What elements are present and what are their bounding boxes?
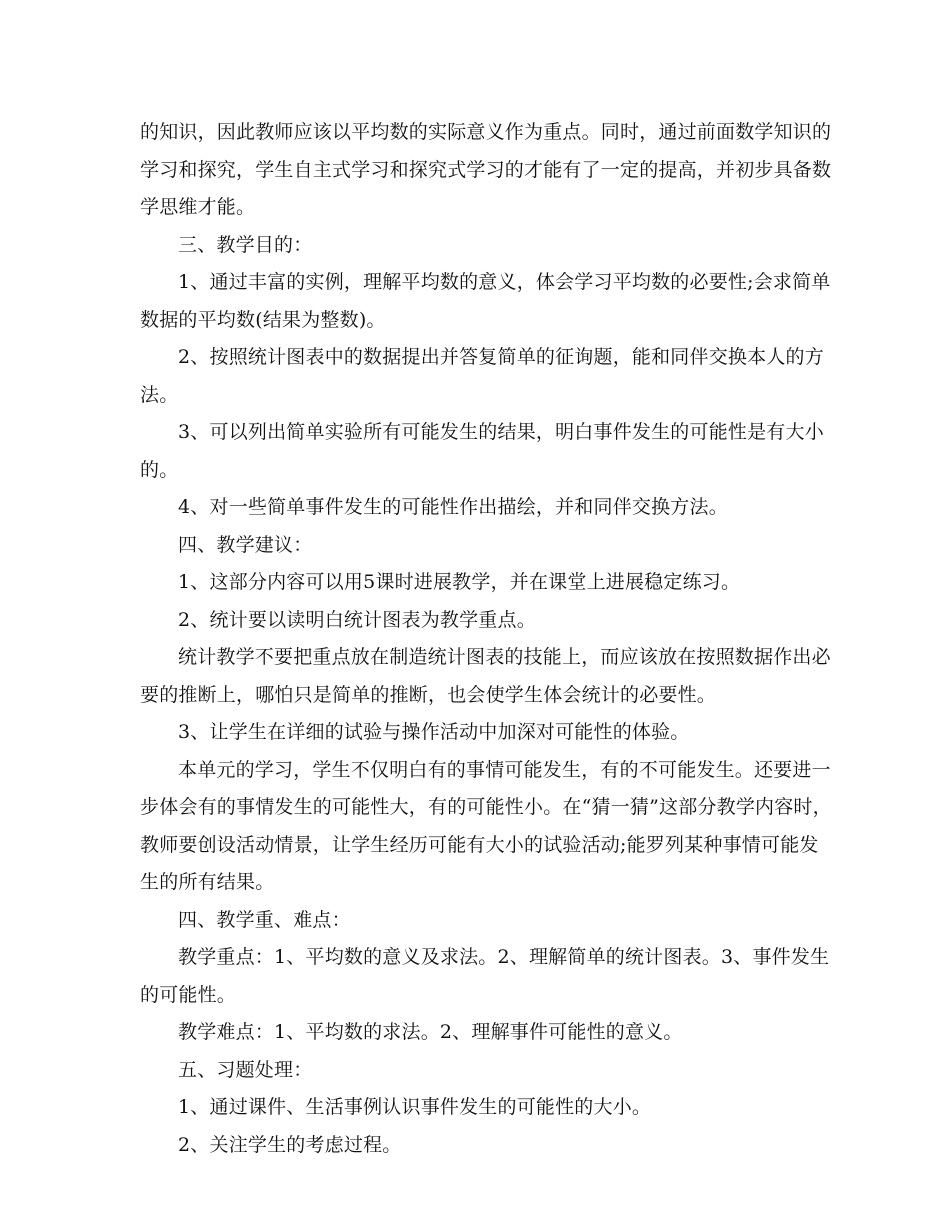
section-heading: 四、教学建议： xyxy=(178,533,313,556)
text-line: 的知识，因此教师应该以平均数的实际意义作为重点。同时，通过前面数学知识的 xyxy=(140,121,832,143)
section-heading: 四、教学重、难点： xyxy=(178,908,351,931)
text-line: 1、通过课件、生活事例认识事件发生的可能性的大小。 xyxy=(178,1096,652,1118)
text-line: 步体会有的事情发生的可能性大，有的可能性小。在“猜一猜”这部分教学内容时， xyxy=(140,796,832,818)
text-line: 1、这部分内容可以用5课时进展教学，并在课堂上进展稳定练习。 xyxy=(178,571,741,593)
text-line: 要的推断上，哪怕只是简单的推断，也会使学生体会统计的必要性。 xyxy=(140,683,717,706)
text-line: 统计教学不要把重点放在制造统计图表的技能上，而应该放在按照数据作出必 xyxy=(178,646,831,668)
text-line: 3、可以列出简单实验所有可能发生的结果，明白事件发生的可能性是有大小 xyxy=(178,421,824,443)
text-line: 2、按照统计图表中的数据提出并答复简单的征询题，能和同伴交换本人的方 xyxy=(178,346,824,368)
text-line: 数据的平均数(结果为整数)。 xyxy=(140,308,386,331)
text-line: 的。 xyxy=(140,458,179,481)
section-heading: 五、习题处理： xyxy=(178,1058,313,1081)
text-line: 教学难点：1、平均数的求法。2、理解事件可能性的意义。 xyxy=(178,1021,683,1043)
text-line: 2、关注学生的考虑过程。 xyxy=(178,1133,402,1156)
text-line: 法。 xyxy=(140,383,179,406)
text-line: 学思维才能。 xyxy=(140,196,256,218)
text-line: 的可能性。 xyxy=(140,983,237,1006)
text-line: 1、通过丰富的实例，理解平均数的意义，体会学习平均数的必要性;会求简单 xyxy=(178,271,831,293)
text-line: 4、对一些简单事件发生的可能性作出描绘，并和同伴交换方法。 xyxy=(178,496,728,518)
text-line: 本单元的学习，学生不仅明白有的事情可能发生，有的不可能发生。还要进一 xyxy=(178,758,831,781)
text-line: 生的所有结果。 xyxy=(140,871,275,893)
text-line: 2、统计要以读明白统计图表为教学重点。 xyxy=(178,608,536,631)
document-body xyxy=(140,114,832,1164)
section-heading: 三、教学目的： xyxy=(178,233,313,256)
text-line: 学习和探究，学生自主式学习和探究式学习的才能有了一定的提高，并初步具备数 xyxy=(140,158,832,181)
text-line: 教师要创设活动情景，让学生经历可能有大小的试验活动;能罗列某种事情可能发 xyxy=(140,833,819,856)
text-line: 3、让学生在详细的试验与操作活动中加深对可能性的体验。 xyxy=(178,721,690,743)
text-line: 教学重点：1、平均数的意义及求法。2、理解简单的统计图表。3、事件发生 xyxy=(178,946,830,968)
